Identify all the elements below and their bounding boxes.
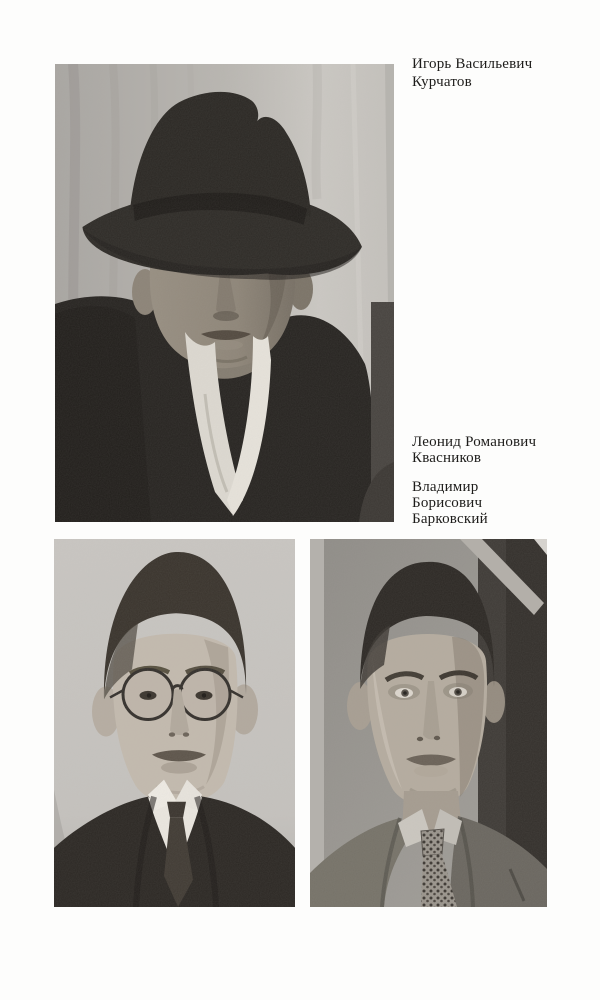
portrait-barkovsky-illustration — [310, 539, 547, 907]
caption-line: Квасников — [412, 450, 482, 466]
caption-line: Курчатов — [412, 73, 472, 90]
caption-line: Барковский — [412, 511, 488, 527]
portrait-kurchatov-illustration — [55, 64, 394, 522]
portrait-kvasnikov-illustration — [54, 539, 295, 907]
caption-barkovsky — [412, 479, 488, 527]
caption-line: Борисович — [412, 495, 483, 511]
caption-line: Леонид Романович — [412, 434, 537, 450]
caption-kurchatov — [412, 56, 532, 91]
caption-kvasnikov — [412, 434, 536, 466]
caption-line: Владимир — [412, 479, 479, 495]
photo-kvasnikov — [54, 539, 295, 907]
caption-line: Игорь Васильевич — [412, 56, 533, 72]
photo-kurchatov — [55, 64, 394, 522]
photo-barkovsky — [310, 539, 547, 907]
